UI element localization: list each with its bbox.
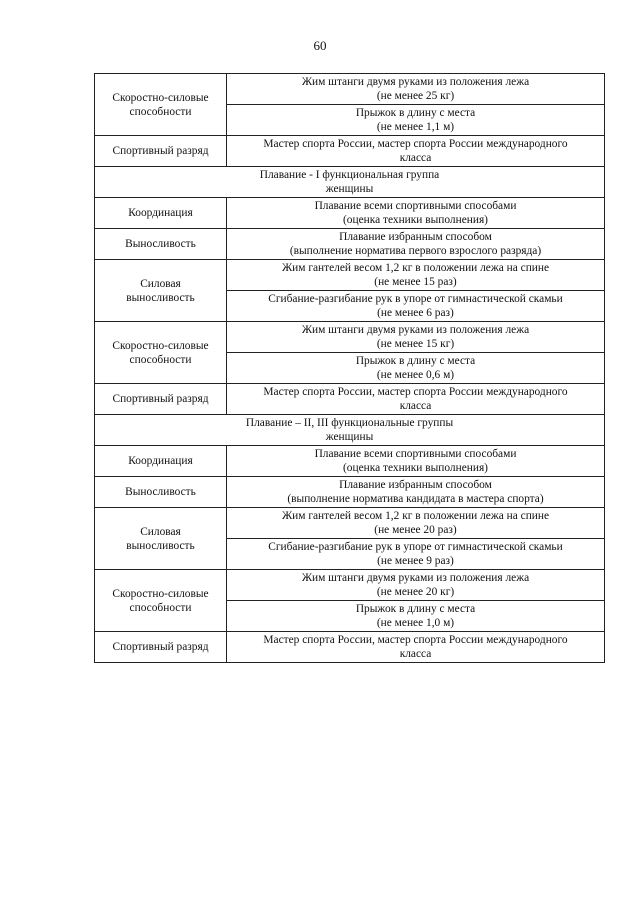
category-cell <box>95 260 227 322</box>
test-line: Мастер спорта России, мастер спорта России международного <box>263 138 568 150</box>
category-line: Спортивный разряд <box>112 145 209 157</box>
test-line: класса <box>399 152 432 164</box>
category-line: Координация <box>128 207 193 219</box>
table-row <box>95 322 605 353</box>
test-cell <box>227 601 605 632</box>
table-row <box>95 508 605 539</box>
category-cell <box>95 508 227 570</box>
test-line: (выполнение норматива первого взрослого разряда) <box>289 245 542 257</box>
test-line: Плавание избранным способом <box>339 231 492 243</box>
test-cell <box>227 74 605 105</box>
test-cell <box>227 539 605 570</box>
test-line: (не менее 20 раз) <box>374 524 457 536</box>
category-line: Скоростно-силовые <box>112 339 209 352</box>
test-cell <box>227 446 605 477</box>
test-line: (оценка техники выполнения) <box>343 214 488 226</box>
test-line: Прыжок в длину с места <box>355 603 476 615</box>
test-line: Жим гантелей весом 1,2 кг в положении лежа на спине <box>281 510 550 522</box>
category-cell <box>95 570 227 632</box>
test-cell <box>227 508 605 539</box>
category-line: Скоростно-силовые <box>112 587 209 600</box>
norms-table <box>94 73 605 663</box>
category-cell <box>95 446 227 477</box>
test-cell <box>227 322 605 353</box>
section-header-line: Плавание – II, III функциональные группы <box>245 417 454 429</box>
test-cell <box>227 105 605 136</box>
table-row <box>95 198 605 229</box>
test-line: (не менее 9 раз) <box>377 555 454 567</box>
test-line: (не менее 6 раз) <box>377 307 454 319</box>
category-cell <box>95 74 227 136</box>
category-line: Спортивный разряд <box>112 393 209 405</box>
test-line: Жим штанги двумя руками из положения лежа <box>301 572 530 584</box>
section-header-row <box>95 167 605 198</box>
category-cell <box>95 136 227 167</box>
test-line: Плавание избранным способом <box>339 479 492 491</box>
category-line: Спортивный разряд <box>112 641 209 653</box>
category-line: выносливость <box>126 291 195 304</box>
test-line: (оценка техники выполнения) <box>343 462 488 474</box>
test-cell <box>227 291 605 322</box>
category-cell <box>95 632 227 663</box>
test-line: (не менее 20 кг) <box>376 586 455 598</box>
table-row <box>95 446 605 477</box>
table-row <box>95 384 605 415</box>
section-header <box>95 167 605 198</box>
section-header <box>95 415 605 446</box>
test-cell <box>227 229 605 260</box>
test-line: (не менее 25 кг) <box>376 90 455 102</box>
test-cell <box>227 570 605 601</box>
category-line: способности <box>129 105 192 118</box>
category-cell <box>95 477 227 508</box>
test-cell <box>227 198 605 229</box>
table-row <box>95 632 605 663</box>
test-line: (не менее 15 кг) <box>376 338 455 350</box>
test-cell <box>227 477 605 508</box>
category-line: способности <box>129 601 192 614</box>
test-cell <box>227 353 605 384</box>
category-cell <box>95 229 227 260</box>
test-cell <box>227 632 605 663</box>
test-line: (не менее 1,0 м) <box>376 617 455 629</box>
section-header-line: женщины <box>325 183 374 195</box>
test-line: Сгибание-разгибание рук в упоре от гимнастической скамьи <box>268 293 563 305</box>
test-line: Мастер спорта России, мастер спорта России международного <box>263 386 568 398</box>
test-cell <box>227 136 605 167</box>
category-line: Выносливость <box>125 486 196 498</box>
category-line: Координация <box>128 455 193 467</box>
table-row <box>95 136 605 167</box>
test-line: Жим штанги двумя руками из положения лежа <box>301 76 530 88</box>
category-cell <box>95 198 227 229</box>
test-cell <box>227 384 605 415</box>
page-number: 60 <box>313 38 327 53</box>
category-cell <box>95 322 227 384</box>
test-line: Мастер спорта России, мастер спорта России международного <box>263 634 568 646</box>
section-header-row <box>95 415 605 446</box>
test-line: Плавание всеми спортивными способами <box>314 448 517 460</box>
test-line: класса <box>399 400 432 412</box>
table-row <box>95 74 605 105</box>
section-header-line: Плавание - I функциональная группа <box>259 169 440 181</box>
norms-table-body <box>95 74 605 663</box>
category-line: выносливость <box>126 539 195 552</box>
test-cell <box>227 260 605 291</box>
category-line: Скоростно-силовые <box>112 91 209 104</box>
category-line: Выносливость <box>125 238 196 250</box>
test-line: Жим гантелей весом 1,2 кг в положении лежа на спине <box>281 262 550 274</box>
category-line: способности <box>129 353 192 366</box>
table-row <box>95 260 605 291</box>
category-line: Силовая <box>140 525 181 538</box>
test-line: Прыжок в длину с места <box>355 107 476 119</box>
test-line: Сгибание-разгибание рук в упоре от гимнастической скамьи <box>268 541 563 553</box>
table-row <box>95 229 605 260</box>
test-line: Плавание всеми спортивными способами <box>314 200 517 212</box>
table-row <box>95 477 605 508</box>
category-line: Силовая <box>140 277 181 290</box>
test-line: Жим штанги двумя руками из положения лежа <box>301 324 530 336</box>
table-row <box>95 570 605 601</box>
section-header-line: женщины <box>325 431 374 443</box>
test-line: (не менее 0,6 м) <box>376 369 455 381</box>
test-line: (не менее 15 раз) <box>374 276 457 288</box>
category-cell <box>95 384 227 415</box>
test-line: Прыжок в длину с места <box>355 355 476 367</box>
test-line: (не менее 1,1 м) <box>376 121 455 133</box>
test-line: (выполнение норматива кандидата в мастера спорта) <box>287 493 544 505</box>
test-line: класса <box>399 648 432 660</box>
